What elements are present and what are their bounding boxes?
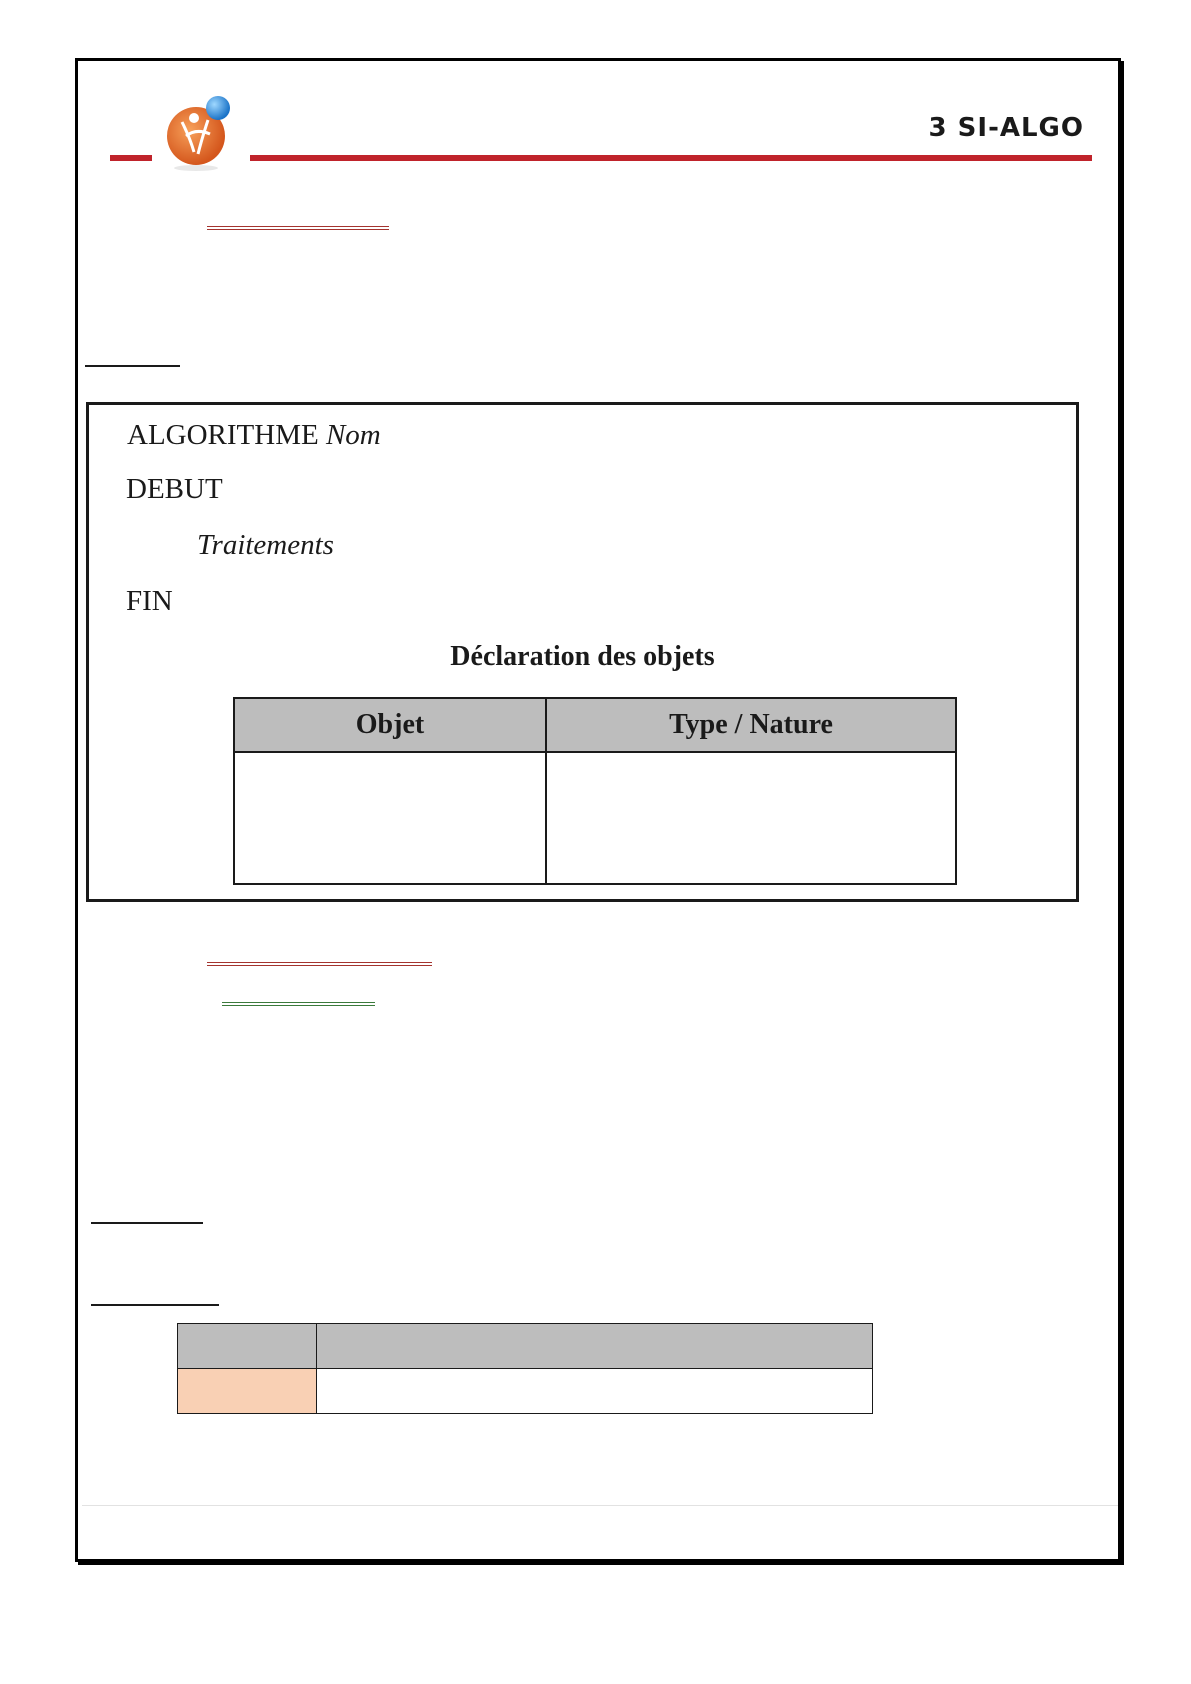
subsection-underline-3 xyxy=(91,1304,219,1306)
declaration-title: Déclaration des objets xyxy=(450,641,715,672)
declaration-table xyxy=(233,697,957,885)
treatments-line xyxy=(197,529,334,562)
treatments-text: Traitements xyxy=(197,529,334,561)
subsection-underline-2 xyxy=(91,1222,203,1224)
small-table-header-row xyxy=(178,1324,873,1369)
algorithm-line xyxy=(127,419,381,452)
debut-keyword: DEBUT xyxy=(126,473,223,505)
course-code: 3 SI-ALGO xyxy=(928,113,1084,143)
school-logo-icon xyxy=(160,92,240,172)
subsection-underline xyxy=(85,365,180,367)
header-rule-left xyxy=(110,155,152,161)
small-table-header-cell-1 xyxy=(178,1324,317,1369)
declaration-header-row xyxy=(234,698,956,752)
small-table-body-row xyxy=(178,1369,873,1414)
header-objet: Objet xyxy=(234,698,546,752)
small-table-highlight-cell xyxy=(178,1369,317,1414)
algorithm-name: Nom xyxy=(325,419,381,451)
declaration-body-row xyxy=(234,752,956,884)
objet-cell xyxy=(234,752,546,884)
debut-line xyxy=(126,473,223,506)
section-underline xyxy=(207,226,389,230)
fin-keyword: FIN xyxy=(126,585,173,617)
footer-rule xyxy=(82,1505,1118,1506)
small-table-header-cell-2 xyxy=(317,1324,873,1369)
header-rule-right xyxy=(250,155,1092,161)
subsection-underline-green xyxy=(222,1002,375,1006)
small-table-body-cell xyxy=(317,1369,873,1414)
algorithm-structure-box xyxy=(86,402,1079,902)
small-table xyxy=(177,1323,873,1414)
fin-line xyxy=(126,585,173,618)
algorithm-keyword: ALGORITHME xyxy=(127,419,319,451)
header-type-nature: Type / Nature xyxy=(546,698,956,752)
section-underline-2 xyxy=(207,962,432,966)
type-nature-cell xyxy=(546,752,956,884)
